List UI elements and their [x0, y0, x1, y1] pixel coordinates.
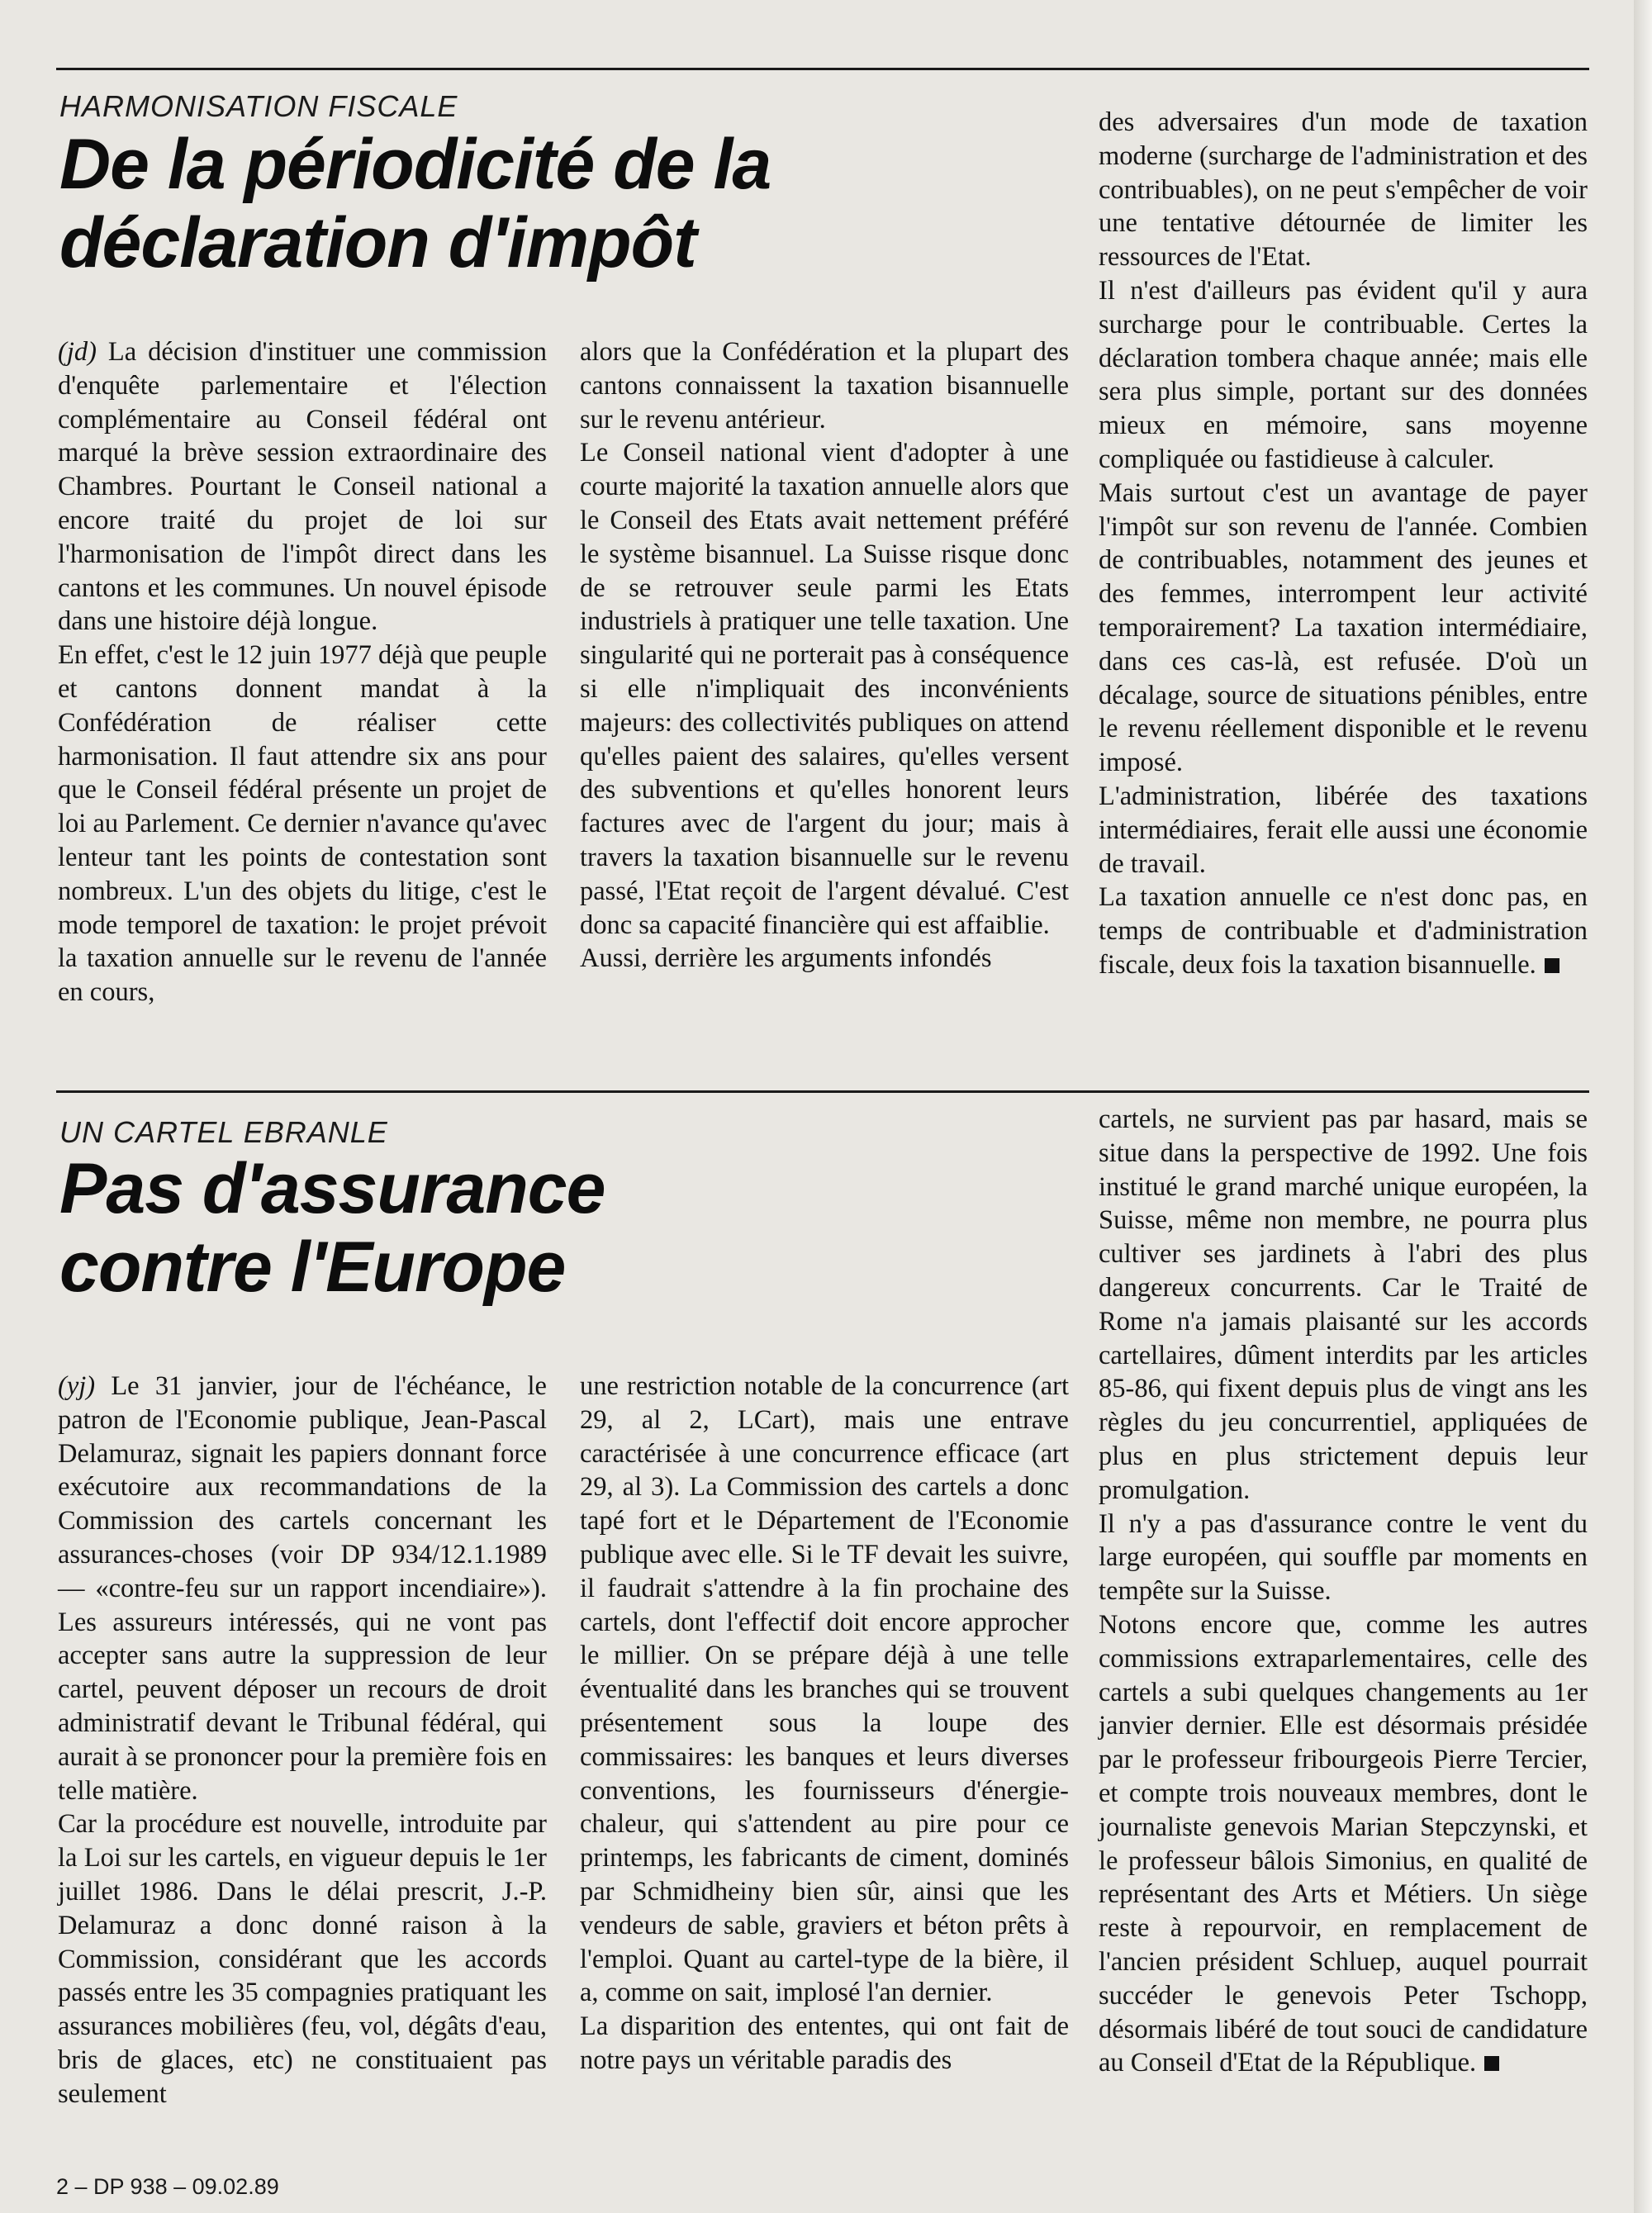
author-initials: (yj) [58, 1371, 96, 1401]
paragraph: une restriction notable de la concurrence (art 29, al 2, LCart), mais une entrave caractérisée à une concurrence efficace (art 29, al 3). La Commission des cartels a donc tapé fort et le Département de l'Economie publique avec elle. Si le TF devait les suivre, il faudrait s'attendre à la fin prochaine des cartels, dont l'effectif doit encore approcher le millier. On se prépare déjà à une telle éventualité dans les branches qui se trouvent présentement sous la loupe des commissaires: les banques et leurs diverses conventions, les fournisseurs d'énergie-chaleur, qui s'attendent au pire pour ce printemps, les fabricants de ciment, dominés par Schmidheiny bien sûr, ainsi que les vendeurs de sable, graviers et béton prêts à l'emploi. Quant au cartel-type de la bière, il a, comme on sait, implosé l'an dernier. [580, 1371, 1069, 2008]
article2-column2 [580, 1370, 1069, 2078]
paragraph: Le Conseil national vient d'adopter à une courte majorité la taxation annuelle alors que le Conseil des Etats avait nettement préféré le système bisannuel. La Suisse risque donc de se retrouver seule parmi les Etats industriels à pratiquer une telle taxation. Une singularité qui ne porterait pas à conséquence si elle n'impliquait des inconvénients majeurs: des collectivités publiques on attend qu'elles paient des salaires, qu'elles versent des subventions et qu'elles honorent leurs factures avec de l'argent du jour; mais à travers la taxation bisannuelle sur le revenu passé, l'Etat reçoit de l'argent dévalué. C'est donc sa capacité financière qui est affaiblie. [580, 438, 1069, 940]
article2-title [59, 1150, 605, 1307]
author-initials: (jd) [58, 337, 97, 367]
paragraph: Car la procédure est nouvelle, introduite par la Loi sur les cartels, en vigueur depuis le 1er juillet 1986. Dans le délai prescrit, J.-P. Delamuraz a donc donné raison à la Commission, considérant que les accords passés entre les 35 compagnies pratiquant les assurances mobilières (feu, vol, dégâts d'eau, bris de glaces, etc) ne constituaient pas seulement [58, 1809, 547, 2109]
article2-kicker: UN CARTEL EBRANLE [59, 1115, 388, 1149]
paragraph: Aussi, derrière les arguments infondés [580, 943, 992, 974]
section-divider-rule [56, 1090, 1589, 1093]
paragraph: En effet, c'est le 12 juin 1977 déjà que peuple et cantons donnent mandat à la Confédération de réaliser cette harmonisation. Il faut attendre six ans pour que le Conseil fédéral présente un projet de loi au Parlement. Ce dernier n'avance qu'avec lenteur tant les points de contestation sont nombreux. L'un des objets du litige, c'est le mode temporel de taxation: le projet prévoit la taxation annuelle sur le revenu de l'année en cours, [58, 640, 547, 1008]
end-of-article-mark [1545, 958, 1559, 973]
paragraph: Il n'y a pas d'assurance contre le vent du large européen, qui souffle par moments en tempête sur la Suisse. [1099, 1508, 1588, 1607]
paragraph: L'administration, libérée des taxations intermédiaires, ferait elle aussi une économie de travail. [1099, 781, 1588, 879]
paragraph-text: Le 31 janvier, jour de l'échéance, le patron de l'Economie publique, Jean-Pascal Delamuraz, signait les papiers donnant force exécutoire aux recommandations de la Commission des cartels concernant les assurances-choses (voir DP 934/12.1.1989 — «contre-feu sur un rapport incendiaire»). Les assureurs intéressés, qui ne vont pas accepter sans autre la suppression de leur cartel, peuvent déposer un recours de droit administratif devant le Tribunal fédéral, qui aurait à se prononcer pour la première fois en telle matière. [58, 1371, 547, 1806]
top-rule [56, 68, 1589, 70]
paragraph: alors que la Confédération et la plupart des cantons connaissent la taxation bisannuelle sur le revenu antérieur. [580, 337, 1069, 435]
paragraph-text: Notons encore que, comme les autres commissions extraparlementaires, celle des cartels a subi quelques changements au 1er janvier dernier. Elle est désormais présidée par le professeur fribourgeois Pierre Tercier, et compte trois nouveaux membres, dont le journaliste genevois Marian Stepczynski, et le professeur bâlois Simonius, en qualité de représentant des Arts et Métiers. Un siège reste à repourvoir, en remplacement de l'ancien président Schluep, auquel pourrait succéder le genevois Peter Tschopp, désormais libéré de tout souci de candidature au Conseil d'Etat de la République. [1099, 1609, 1588, 2078]
paragraph [1099, 1608, 1588, 2080]
paragraph-text: La taxation annuelle ce n'est donc pas, en temps de contribuable et d'administration fiscale, deux fois la taxation bisannuelle. [1099, 882, 1588, 980]
paragraph [1099, 881, 1588, 981]
article1-column3 [1099, 106, 1588, 982]
paragraph: cartels, ne survient pas par hasard, mais se situe dans la perspective de 1992. Une fois institué le grand marché unique européen, la Suisse, même non membre, ne pourra plus cultiver ses jardinets à l'abri des plus dangereux concurrents. Car le Traité de Rome n'a jamais plaisanté sur les accords cartellaires, dûment interdits par les articles 85-86, qui fixent depuis plus de vingt ans les règles du jeu concurrentiel, appliquées de plus en plus strictement depuis leur promulgation. [1099, 1104, 1588, 1505]
article2-column3 [1099, 1103, 1588, 2080]
paragraph [58, 1370, 547, 1807]
article2-title-line1: Pas d'assurance [59, 1149, 605, 1228]
paragraph: La disparition des ententes, qui ont fait de notre pays un véritable paradis des [580, 2011, 1069, 2075]
page-footer: 2 – DP 938 – 09.02.89 [56, 2174, 279, 2199]
paragraph: des adversaires d'un mode de taxation moderne (surcharge de l'administration et des contribuables), on ne peut s'empêcher de voir une tentative détournée de limiter les ressources de l'Etat. [1099, 107, 1588, 273]
article1-title [59, 126, 771, 283]
article1-title-line2: déclaration d'impôt [59, 203, 696, 283]
article1-column1 [58, 335, 547, 1009]
article2-column1 [58, 1370, 547, 2111]
paragraph [58, 335, 547, 639]
paragraph-text: La décision d'instituer une commission d'enquête parlementaire et l'élection complémentaire au Conseil fédéral ont marqué la brève session extraordinaire des Chambres. Pourtant le Conseil national a encore traité du projet de loi sur l'harmonisation de l'impôt direct dans les cantons et les communes. Un nouvel épisode dans une histoire déjà longue. [58, 337, 547, 637]
end-of-article-mark [1484, 2056, 1499, 2071]
article2-title-line2: contre l'Europe [59, 1228, 566, 1307]
article1-kicker: HARMONISATION FISCALE [59, 89, 458, 123]
article1-column2 [580, 335, 1069, 976]
paragraph: Mais surtout c'est un avantage de payer l'impôt sur son revenu de l'année. Combien de contribuables, notamment des jeunes et des femmes, interrompent leur activité temporairement? La taxation intermédiaire, dans ces cas-là, est refusée. D'où un décalage, source de situations pénibles, entre le revenu réellement disponible et le revenu imposé. [1099, 477, 1588, 778]
page-edge [1634, 0, 1652, 2213]
paragraph: Il n'est d'ailleurs pas évident qu'il y aura surcharge pour le contribuable. Certes la déclaration tombera chaque année; mais elle sera plus simple, portant sur des données mieux en mémoire, sans moyenne compliquée ou fastidieuse à calculer. [1099, 275, 1588, 474]
article1-title-line1: De la périodicité de la [59, 125, 771, 204]
